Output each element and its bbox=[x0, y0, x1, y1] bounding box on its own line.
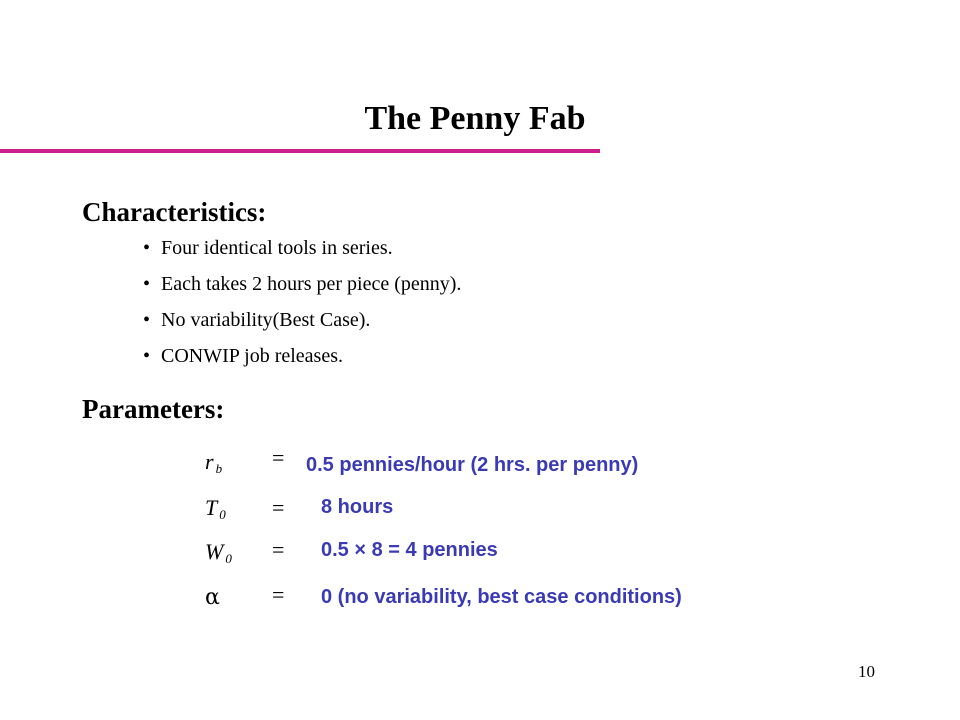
list-item-text: CONWIP job releases. bbox=[161, 345, 343, 367]
parameter-value: 8 hours bbox=[321, 496, 394, 518]
parameter-value: 0 (no variability, best case conditions) bbox=[321, 586, 682, 608]
symbol-r-b bbox=[205, 449, 222, 477]
symbol-letter: W bbox=[205, 539, 224, 564]
list-item-text: No variability(Best Case). bbox=[161, 309, 371, 331]
symbol-t-0 bbox=[205, 495, 226, 523]
slide-title: The Penny Fab bbox=[364, 100, 586, 137]
parameter-value: 0.5 pennies/hour (2 hrs. per penny) bbox=[306, 454, 639, 476]
alpha-icon: α bbox=[205, 585, 220, 610]
equals-sign: = bbox=[272, 537, 285, 562]
symbol-subscript: 0 bbox=[225, 551, 232, 566]
bullet-icon: • bbox=[143, 345, 151, 367]
equals-sign: = bbox=[272, 445, 285, 470]
bullet-icon: • bbox=[143, 309, 151, 331]
symbol-letter: r bbox=[205, 449, 214, 474]
bullet-icon: • bbox=[143, 237, 151, 259]
symbol-w-0 bbox=[205, 539, 232, 567]
symbol-alpha bbox=[205, 584, 220, 610]
symbol-subscript: 0 bbox=[219, 507, 226, 522]
symbol-letter: T bbox=[205, 495, 218, 520]
equals-sign: = bbox=[272, 582, 285, 607]
bullet-icon: • bbox=[143, 273, 151, 295]
equals-sign: = bbox=[272, 495, 285, 520]
list-item-text: Each takes 2 hours per piece (penny). bbox=[161, 273, 462, 295]
parameter-value: 0.5 × 8 = 4 pennies bbox=[321, 539, 498, 561]
list-item-text: Four identical tools in series. bbox=[161, 237, 393, 259]
symbol-subscript: b bbox=[215, 461, 223, 476]
page-number: 10 bbox=[858, 662, 875, 681]
characteristics-heading: Characteristics: bbox=[82, 197, 267, 227]
parameters-heading: Parameters: bbox=[82, 394, 225, 424]
